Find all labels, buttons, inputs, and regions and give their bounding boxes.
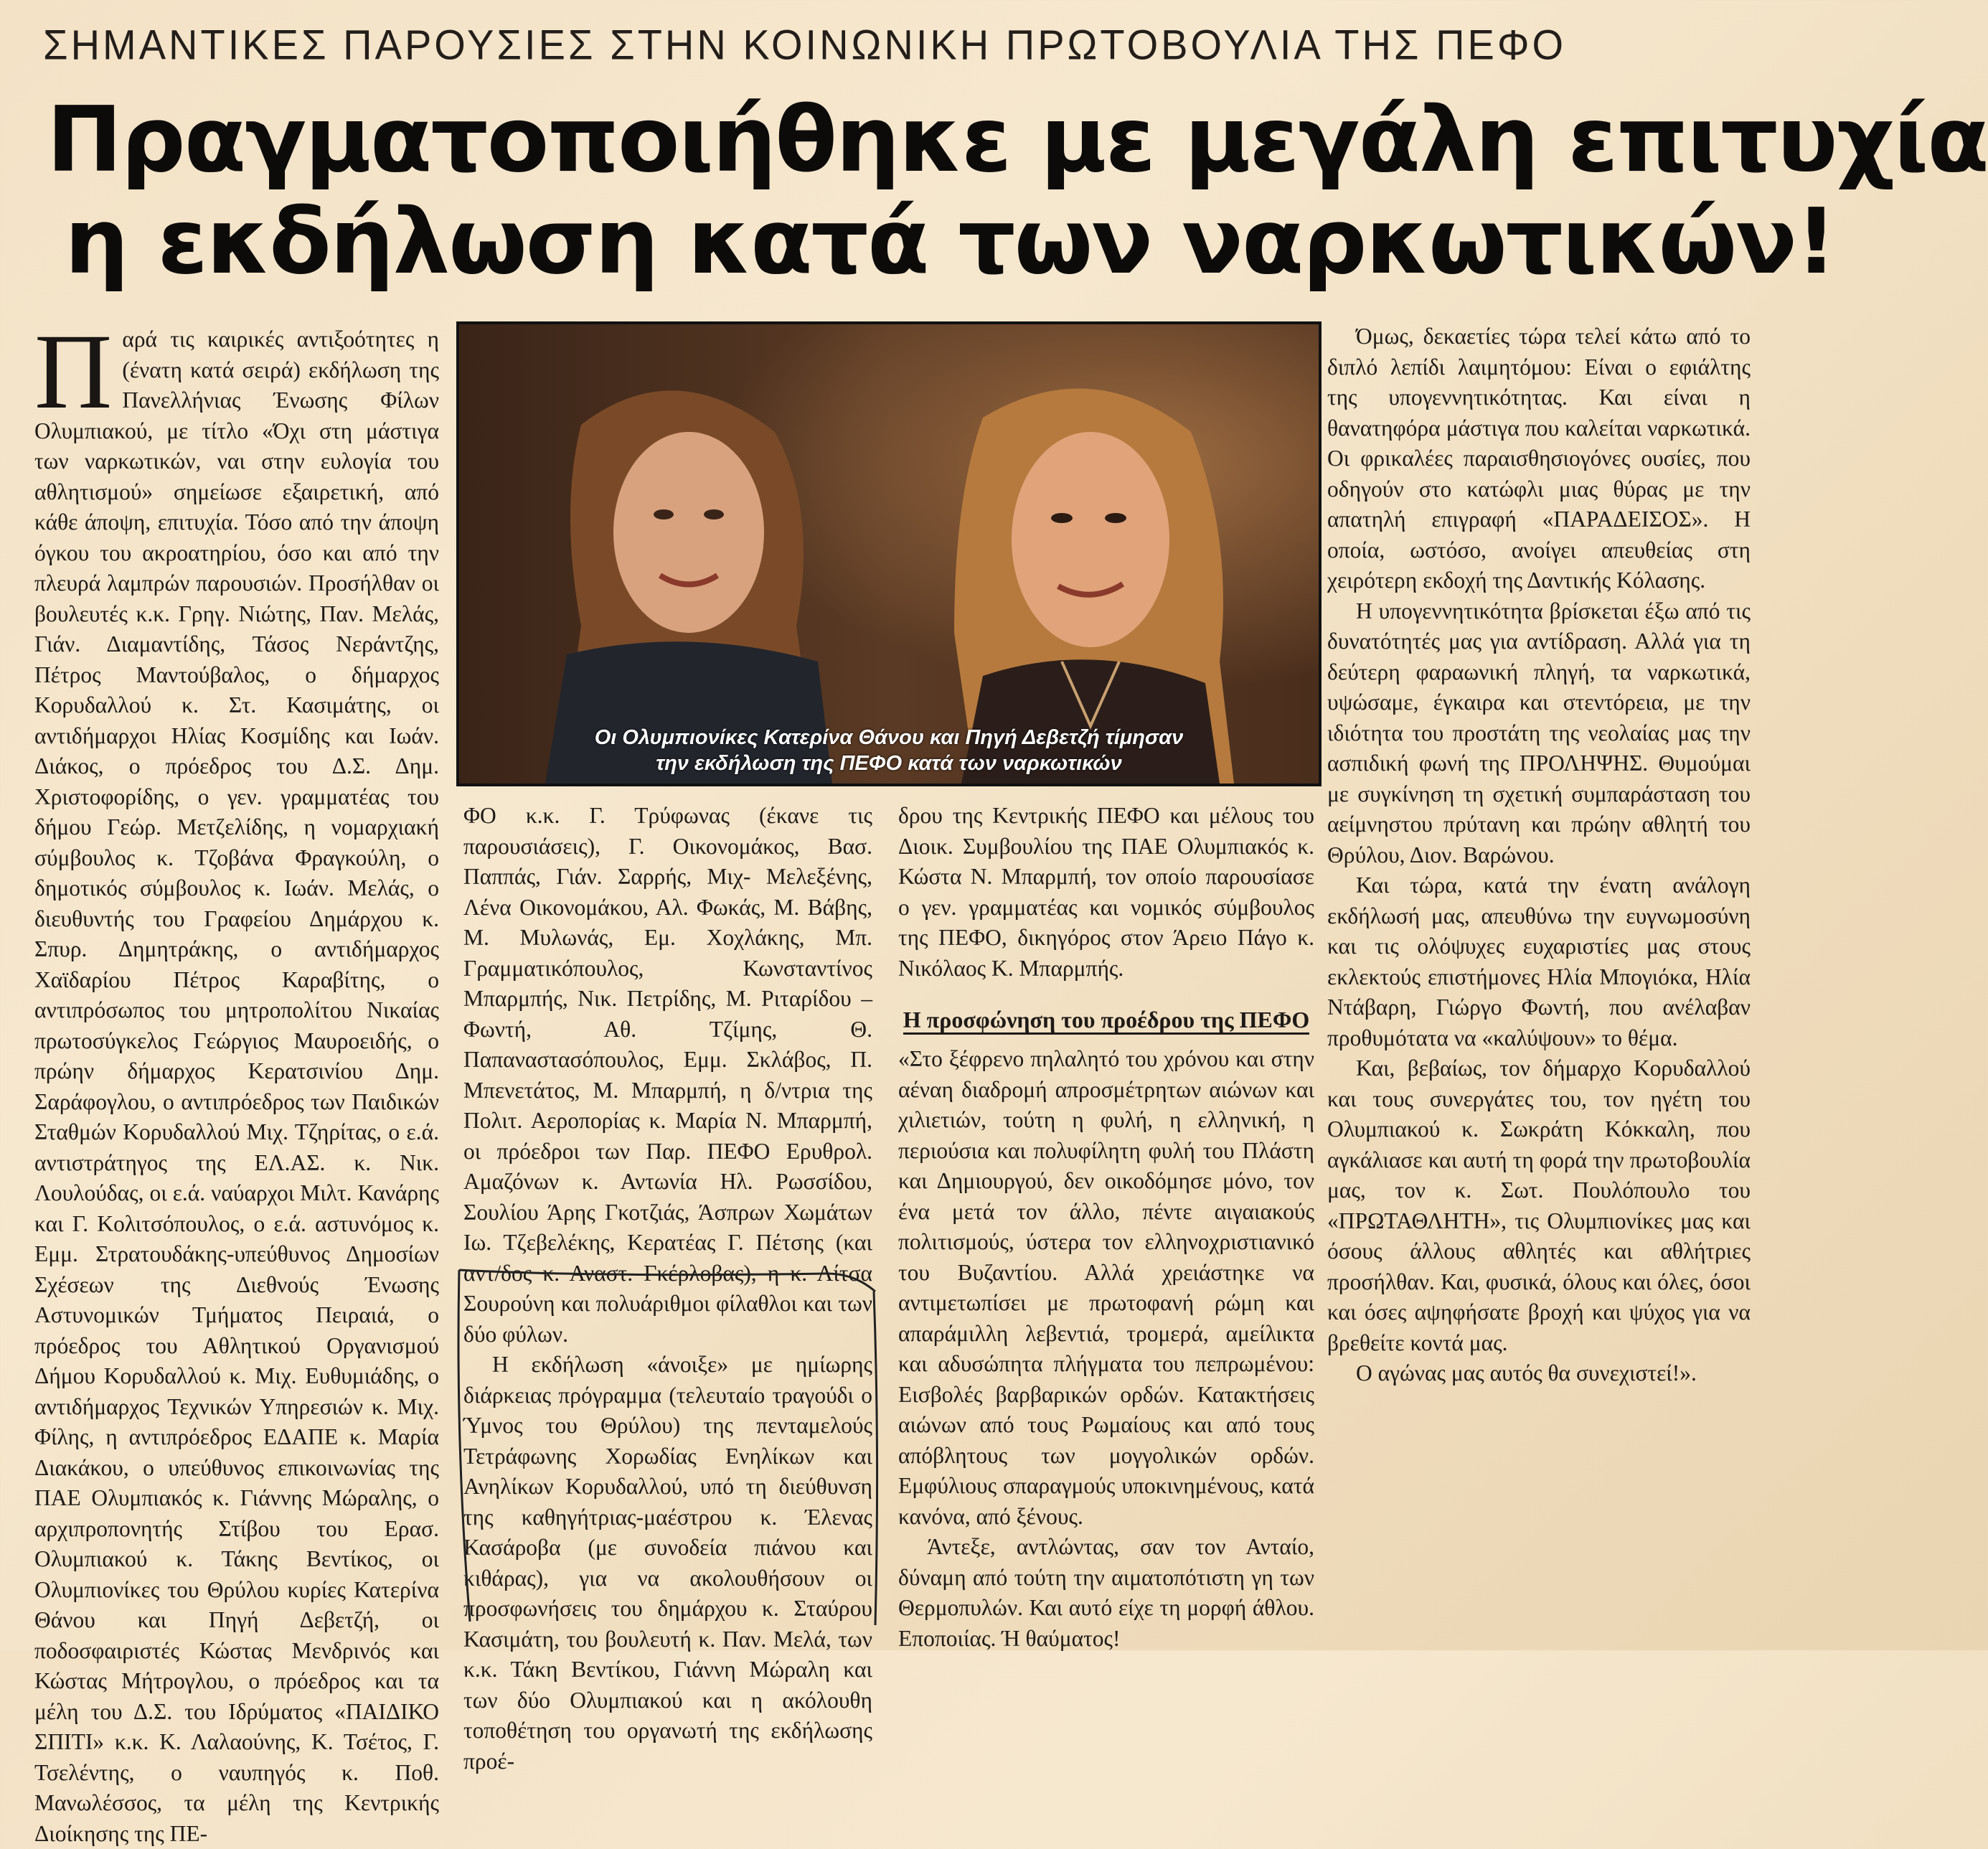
column-3-paragraph-2: «Στο ξέφρενο πηλαλητό του χρόνου και στην αέναη διαδρομή απροσμέτρητων αιώνων και χιλιετιών, τούτη η φυλή, η ελληνική, η περιούσια και πολυφίλητη φυλή του Πλάστη και Δημιουργού, δεν οικοδόμησε μόνο, τον ένα μετά τον άλλο, πέντε αιγαιακούς πολιτισμούς, ύστερα τον ελληνοχριστιανικό του Βυζαντίου. Αλλά χρειάστηκε να αντιμετωπίσει με πρωτοφανή ρώμη και απαράμιλλη λεβεντιά, τρομερά, αμείλικτα και αδυσώπητα πλήγματα του πεπρωμένου: Εισβολές βαρβαρικών ορδών. Κατακτήσεις αιώνων από τους Ρωμαίους και από τους απόβλητους των μογγολικών ορδών. Εμφύλιους σπαραγμούς υποκινημένους, κατά κανόνα, από ξένους. [898, 1046, 1314, 1529]
column-3-paragraph-3: Άντεξε, αντλώντας, σαν τον Ανταίο, δύναμη από τούτη την αιματοπότιστη γη των Θερμοπυλών. Και αυτό είχε τη μορφή άθλου. Εποποιίας. Ή θαύματος! [898, 1534, 1314, 1651]
column-2-paragraph-1: ΦΟ κ.κ. Γ. Τρύφωνας (έκανε τις παρουσιάσεις), Γ. Οικονομάκος, Βασ. Παππάς, Γιάν. Σαρρής, Μιχ- Μελεξένης, Λένα Οικονομάκου, Αλ. Φωκάς, Μ. Βάβης, Μ. Μυλωνάς, Εμ. Χοχλάκης, Μπ. Γραμματικόπουλος, Κωνσταντίνος Μπαρμπής, Νικ. Πετρίδης, Μ. Ριταρίδου – Φωντή, Αθ. Τζίμης, Θ. Παπαναστασόπουλος, Εμμ. Σκλάβος, Π. Μπενετάτος, Μ. Μπαρμπή, η δ/ντρια της Πολιτ. Αεροπορίας κ. Μαρία Ν. Μπαρμπή, οι πρόεδροι των Παρ. ΠΕΦΟ Ερυθρολ. Αμαζόνων κ. Αντωνία Ηλ. Ρωσσίδου, Σουλίου Άρης Γκοτζιάς, Άσπρων Χωμάτων Ιω. Τζεβελέκης, Κερατέας Γ. Πέτσης (και αντ/δος κ. Αναστ. Γκέρλοβας), η κ. Λίτσα Σουρούνη και πολυάριθμοι φίλαθλοι και των δύο φύλων. [463, 803, 872, 1347]
column-3-paragraph-1: δρου της Κεντρικής ΠΕΦΟ και μέλους του Διοικ. Συμβουλίου της ΠΑΕ Ολυμπιακός κ. Κώστα Ν. Μπαρμπή, τον οποίο παρουσίασε ο γεν. γραμματέας και νομικός σύμβουλος της ΠΕΦΟ, δικηγόρος στον Άρειο Πάγο κ. Νικόλαος Κ. Μπαρμπής. [898, 803, 1314, 981]
pen-bracket-mark [452, 1263, 882, 1636]
column-1-text: αρά τις καιρικές αντιξοότητες η (ένατη κατά σειρά) εκδήλωση της Πανελλήνιας Ένωσης Φίλων Ολυμπιακού, με τίτλο «Όχι στη μάστιγα των ναρκωτικών, ναι στην ευλογία του αθλητισμού» σημείωσε εξαιρετική, από κάθε άποψη, επιτυχία. Τόσο από την άποψη όγκου του ακροατηρίου, όσο και από την πλευρά λαμπρών παρουσιών. Προσήλθαν οι βουλευτές κ.κ. Γρηγ. Νιώτης, Παν. Μελάς, Γιάν. Διαμαντίδης, Τάσος Νεράντζης, Πέτρος Μαντούβαλος, ο δήμαρχος Κορυδαλλού κ. Στ. Κασιμάτης, οι αντιδήμαρχοι Ηλίας Κοσμίδης και Ιωάν. Διάκος, ο πρόεδρος του Δ.Σ. Δημ. Χριστοφορίδης, ο γεν. γραμματέας του δήμου Γεώρ. Μετζελίδης, η νομαρχιακή σύμβουλος κ. Τζοβάνα Φραγκούλη, ο δημοτικός σύμβουλος κ. Ιωάν. Μελάς, ο διευθυντής του Γραφείου Δημάρχου κ. Σπυρ. Δημητράκης, ο αντιδήμαρχος Χαϊδαρίου Πέτρος Καραβίτης, ο αντιπρόσωπος του μητροπολίτου Νικαίας πρωτοσύγκελος Γεώργιος Μαυροειδής, ο πρώην δήμαρχος Κερατσινίου Δημ. Σαράφογλου, ο αντιπρόεδρος των Παιδικών Σταθμών Κορυδαλλού Μιχ. Τζηρίτας, ο ε.ά. αντιστράτηγος της ΕΛ.ΑΣ. κ. Νικ. Λουλούδας, οι ε.ά. ναύαρχοι Μιλτ. Κανάρης και Γ. Κολιτσόπουλος, ο ε.ά. αστυνόμος κ. Εμμ. Στρατουδάκης-υπεύθυνος Δημοσίων Σχέσεων της Διεθνούς Ένωσης Αστυνομικών Τμήματος Πειραιά, ο πρόεδρος του Αθλητικού Οργανισμού Δήμου Κορυδαλλού κ. Μιχ. Ευθυμιάδης, ο αντιδήμαρχος Τεχνικών Υπηρεσιών κ. Μιχ. Φίλης, η αντιπρόεδρος ΕΔΑΠΕ κ. Μαρία Διακάκου, ο υπεύθυνος επικοινωνίας της ΠΑΕ Ολυμπιακός κ. Γιάννης Μώραλης, ο αρχιπροπονητής Στίβου του Ερασ. Ολυμπιακού κ. Τάκης Βεντίκος, οι Ολυμπιονίκες του Θρύλου κυρίες Κατερίνα Θάνου και Πηγή Δεβετζή, οι ποδοσφαιριστές Κώστας Μενδρινός και Κώστας Μήτρογλου, ο πρόεδρος και τα μέλη του Δ.Σ. του Ιδρύματος «ΠΑΙΔΙΚΟ ΣΠΙΤΙ» κ.κ. Κ. Λαλαούνης, Κ. Τσέτος, Γ. Τσελέντης, ο ναυπηγός κ. Ποθ. Μανωλέσσος, τα μέλη της Κεντρικής Διοίκησης της ΠΕ- [34, 326, 439, 1846]
section-subhead [898, 1005, 1314, 1034]
article-column-4 [1327, 321, 1751, 1389]
column-4-paragraph-5: Ο αγώνας μας αυτός θα συνεχιστεί!». [1356, 1360, 1697, 1385]
column-4-paragraph-2: Η υπογεννητικότητα βρίσκεται έξω από τις δυνατότητές μας για αντίδραση. Αλλά για τη δεύτερη φαραωνική πληγή, τα ναρκωτικά, υψώσαμε, έγκαιρα και στεντόρεια, με την ιδιότητα του προστάτη της νεολαίας μας την ασπιδική φωνή της ΠΡΟΛΗΨΗΣ. Θυμούμαι με συγκίνηση τη σχετική συμπαράσταση του αείμνηστου πρύτανη και πρώην αθλητή του Θρύλου, Διον. Βαρώνου. [1327, 598, 1751, 867]
photo-caption [459, 725, 1319, 776]
column-4-paragraph-4: Και, βεβαίως, τον δήμαρχο Κορυδαλλού και τους συνεργάτες του, τον ηγέτη του Ολυμπιακού κ. Σωκράτη Κόκκαλη, που αγκάλιασε και αυτή τη φορά την πρωτοβουλία μας, τον κ. Σωτ. Πουλόπουλο του «ΠΡΩΤΑΘΛΗΤΗ», τις Ολυμπιονίκες μας και όσους άλλους αθλητές και αθλήτριες προσήλθαν. Και, φυσικά, όλους και όλες, όσοι και όσες αψηφήσατε βροχή και ψύχος για να βρεθείτε κοντά μας. [1327, 1055, 1751, 1355]
article-photo [456, 321, 1322, 786]
drop-cap: Π [34, 312, 113, 431]
headline-line-1: Πραγματοποιήθηκε με μεγάλη επιτυχία [47, 87, 1988, 192]
subhead-text: Η προσφώνηση του προέδρου της ΠΕΦΟ [903, 1007, 1309, 1035]
column-4-paragraph-1: Όμως, δεκαετίες τώρα τελεί κάτω από το διπλό λεπίδι λαιμητόμου: Είναι ο εφιάλτης της υπογεννητικότητας. Και είναι η θανατηφόρα μάστιγα που καλείται ναρκωτικά. Οι φρικαλέες παραισθησιογόνες ουσίες, που οδηγούν στο κατώφλι μιας θύρας με την απατηλή επιγραφή «ΠΑΡΑΔΕΙΣΟΣ». Η οποία, ωστόσο, ανοίγει απευθείας στη χειρότερη εκδοχή της Δαντικής Κόλασης. [1327, 324, 1751, 593]
column-4-paragraph-3: Και τώρα, κατά την ένατη ανάλογη εκδήλωσή μας, απευθύνω την ευγνωμοσύνη και τις ολόψυχες ευχαριστίες μας στους εκλεκτούς επιστήμονες Ηλία Μπογιόκα, Ηλία Ντάβαρη, Γιώργο Φωντή, που ανέλαβαν προθυμότατα να «καλύψουν» το θέμα. [1327, 872, 1751, 1050]
kicker: ΣΗΜΑΝΤΙΚΕΣ ΠΑΡΟΥΣΙΕΣ ΣΤΗΝ ΚΟΙΝΩΝΙΚΗ ΠΡΩΤΟΒΟΥΛΙΑ ΤΗΣ ΠΕΦΟ [43, 21, 1567, 69]
photo-illustration [459, 324, 1319, 784]
article-column-1 [34, 312, 439, 1849]
headline-line-2: η εκδήλωση κατά των ναρκωτικών! [65, 189, 1836, 294]
caption-line-2: την εκδήλωση της ΠΕΦΟ κατά των ναρκωτικών [656, 752, 1122, 775]
article-column-3 [898, 801, 1314, 1654]
column-2-paragraph-2: Η εκδήλωση «άνοιξε» με ημίωρης διάρκειας πρόγραμμα (τελευταίο τραγούδι ο Ύμνος του Θρύλου) της πενταμελούς Τετράφωνης Χορωδίας Ενηλίκων και Ανηλίκων Κορυδαλλού, υπό τη διεύθυνση της καθηγήτριας-μαέστρου κ. Έλενας Κασάροβα (με συνοδεία πιάνου και κιθάρας), για να ακολουθήσουν οι προσφωνήσεις του δημάρχου κ. Σταύρου Κασιμάτη, του βουλευτή κ. Παν. Μελά, των κ.κ. Τάκη Βεντίκου, Γιάννη Μώραλη και των δύο Ολυμπιακού και η ακόλουθη τοποθέτηση του οργανωτή της εκδήλωσης προέ- [463, 1352, 872, 1774]
caption-line-1: Οι Ολυμπιονίκες Κατερίνα Θάνου και Πηγή Δεβετζή τίμησαν [594, 726, 1184, 749]
